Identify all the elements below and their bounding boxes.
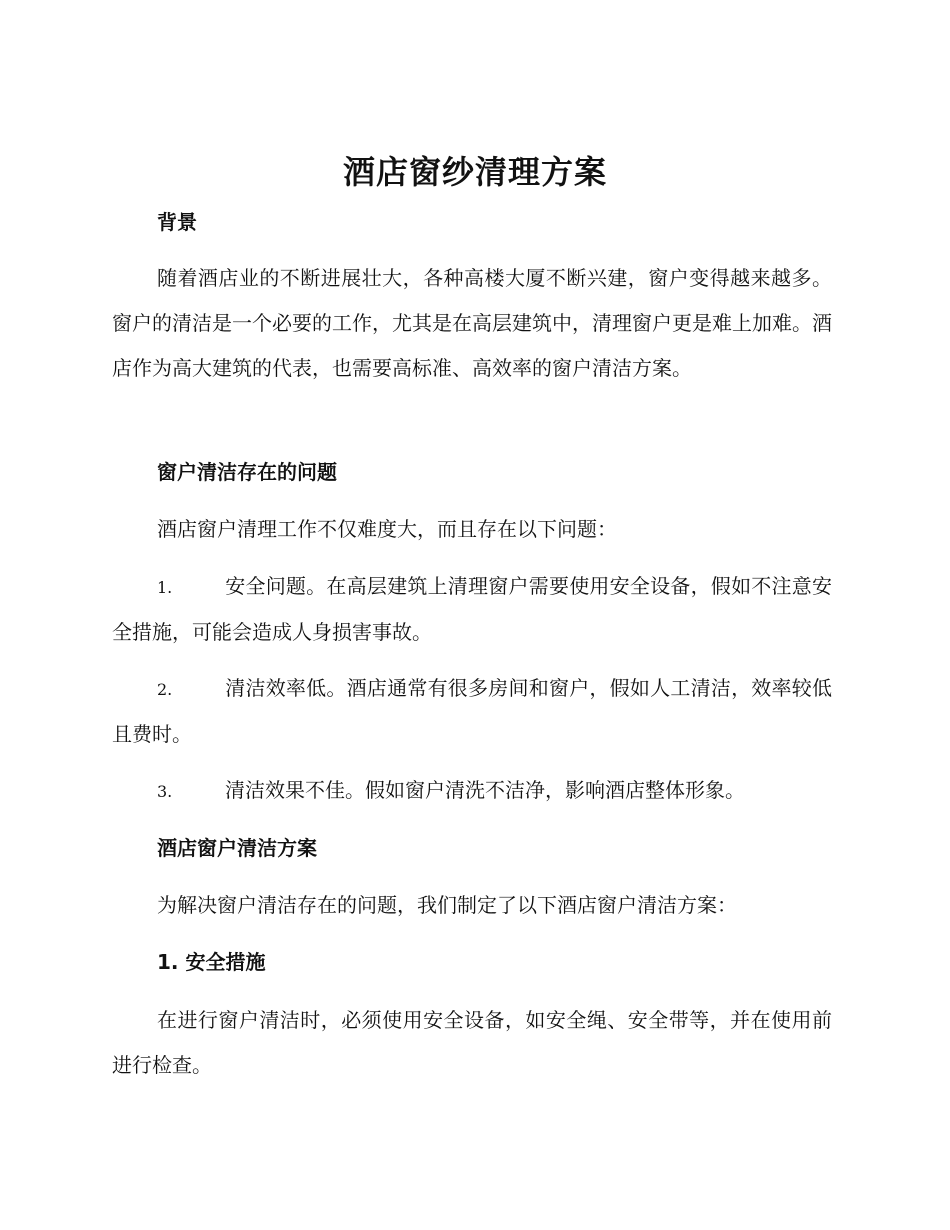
subsection-heading-safety: 1. 安全措施 (157, 950, 266, 974)
problem-list-item-1 (112, 564, 832, 655)
list-item-text: 安全问题。在高层建筑上清理窗户需要使用安全设备，假如不注意安全措施，可能会造成人身损害事故。 (112, 574, 832, 644)
list-item-text: 清洁效率低。酒店通常有很多房间和窗户，假如人工清洁，效率较低且费时。 (112, 676, 832, 746)
safety-paragraph: 在进行窗户清洁时，必须使用安全设备，如安全绳、安全带等，并在使用前进行检查。 (112, 1008, 832, 1077)
list-number: 1. (157, 578, 173, 597)
solution-intro: 为解决窗户清洁存在的问题，我们制定了以下酒店窗户清洁方案： (157, 893, 737, 917)
list-number: 3. (157, 782, 173, 801)
problem-list-item-3 (112, 768, 832, 814)
list-number: 2. (157, 680, 173, 699)
problems-intro: 酒店窗户清理工作不仅难度大，而且存在以下问题： (157, 517, 617, 541)
section-heading-problems: 窗户清洁存在的问题 (157, 460, 337, 484)
list-item-text: 清洁效果不佳。假如窗户清洗不洁净，影响酒店整体形象。 (225, 778, 745, 802)
problem-list-item-2 (112, 666, 832, 757)
background-paragraph: 随着酒店业的不断进展壮大，各种高楼大厦不断兴建，窗户变得越来越多。窗户的清洁是一个必要的工作，尤其是在高层建筑中，清理窗户更是难上加难。酒店作为高大建筑的代表，也需要高标准、高效率的窗户清洁方案。 (112, 266, 832, 380)
section-heading-solution: 酒店窗户清洁方案 (157, 836, 317, 860)
document-title: 酒店窗纱清理方案 (342, 153, 607, 191)
section-heading-background: 背景 (157, 210, 197, 234)
